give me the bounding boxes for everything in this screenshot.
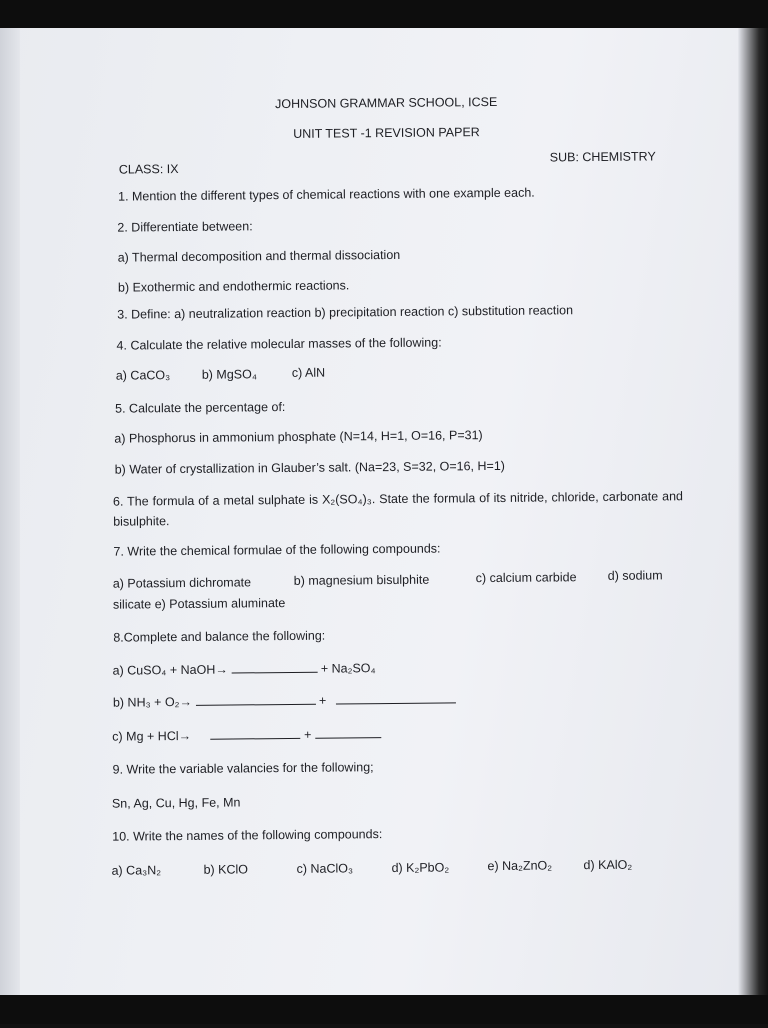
question-2a: a) Thermal decomposition and thermal dissociation [117, 247, 401, 265]
question-7d: d) sodium [607, 568, 663, 583]
question-7: 7. Write the chemical formulae of the following compounds: [113, 541, 441, 559]
subject-label: SUB: CHEMISTRY [549, 149, 656, 165]
answer-blank-8c-2 [315, 727, 381, 739]
test-title: UNIT TEST -1 REVISION PAPER [293, 125, 480, 141]
question-10: 10. Write the names of the following compounds: [112, 827, 383, 844]
question-2: 2. Differentiate between: [117, 219, 253, 235]
question-7a: a) Potassium dichromate [112, 575, 252, 591]
equation-8c-plus: + [303, 727, 312, 742]
question-10e: e) Na₂ZnO₂ [487, 858, 553, 874]
answer-blank-8b-1 [195, 694, 315, 706]
question-10c: c) NaClO₃ [296, 861, 354, 876]
question-8c [112, 727, 381, 744]
question-3: 3. Define: a) neutralization reaction b) precipitation reaction c) substitution reaction [117, 303, 574, 322]
answer-blank-8c-1 [210, 728, 300, 740]
question-7c: c) calcium carbide [475, 570, 577, 586]
equation-8b-plus: + [318, 693, 327, 708]
question-7b: b) magnesium bisulphite [293, 572, 430, 588]
class-label: CLASS: IX [118, 162, 179, 177]
question-9: 9. Write the variable valancies for the following; [112, 760, 374, 777]
question-10b: b) KClO [203, 862, 249, 877]
question-7d-continued: silicate e) Potassium aluminate [112, 596, 286, 612]
question-4a: a) CaCO₃ [115, 368, 171, 383]
equation-8a-left: a) CuSO₄ + NaOH→ [112, 662, 228, 678]
question-10f: d) KAlO₂ [583, 857, 633, 873]
question-4b: b) MgSO₄ [201, 367, 257, 382]
question-1: 1. Mention the different types of chemical reactions with one example each. [118, 185, 535, 204]
question-6: 6. The formula of a metal sulphate is X₂(SO₄)₃. State the formula of its nitride, chloride, carbonate and bisulphite. [112, 489, 684, 529]
question-2b: b) Exothermic and endothermic reactions. [117, 278, 350, 295]
question-8a [113, 661, 376, 678]
question-9-elements: Sn, Ag, Cu, Hg, Fe, Mn [111, 795, 241, 811]
question-8b [113, 692, 456, 709]
question-10a: a) Ca₃N₂ [111, 863, 162, 878]
question-4: 4. Calculate the relative molecular masses of the following: [116, 335, 442, 353]
question-10d: d) K₂PbO₂ [391, 860, 450, 876]
equation-8a-right: + Na₂SO₄ [320, 661, 376, 676]
equation-8c-left: c) Mg + HCl→ [112, 728, 192, 744]
question-5: 5. Calculate the percentage of: [115, 400, 286, 416]
question-5b: b) Water of crystallization in Glauber’s salt. (Na=23, S=32, O=16, H=1) [114, 458, 505, 477]
question-8: 8.Complete and balance the following: [113, 628, 326, 645]
question-5a: a) Phosphorus in ammonium phosphate (N=14, H=1, O=16, P=31) [114, 428, 483, 446]
answer-blank-8a [231, 662, 317, 674]
answer-blank-8b-2 [336, 692, 456, 704]
question-4c: c) AlN [291, 365, 326, 380]
equation-8b-left: b) NH₃ + O₂→ [112, 694, 193, 710]
school-name: JOHNSON GRAMMAR SCHOOL, ICSE [275, 94, 498, 112]
